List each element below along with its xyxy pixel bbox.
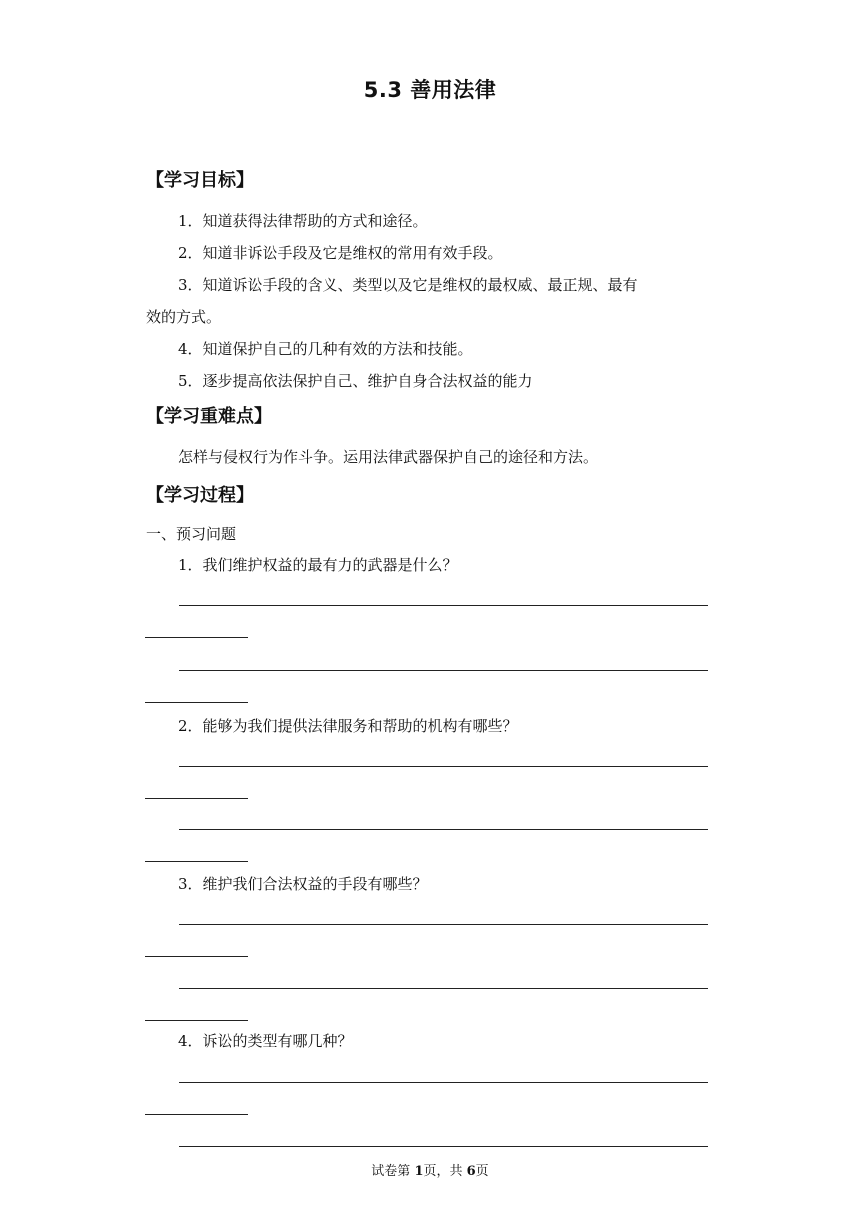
objective-item: 3．知道诉讼手段的含义、类型以及它是维权的最权威、最正规、最有 — [178, 276, 638, 294]
answer-line-continuation[interactable] — [145, 1020, 248, 1021]
question-3: 3．维护我们合法权益的手段有哪些？ — [178, 875, 428, 893]
footer-suffix: 页 — [475, 1164, 489, 1179]
answer-line-continuation[interactable] — [145, 637, 248, 638]
question-2: 2．能够为我们提供法律服务和帮助的机构有哪些？ — [178, 717, 518, 735]
answer-line[interactable] — [179, 924, 708, 925]
answer-line-continuation[interactable] — [145, 956, 248, 957]
answer-line[interactable] — [179, 1082, 708, 1083]
page-title: 5.3 善用法律 — [363, 78, 497, 102]
process-heading: 【学习过程】 — [146, 485, 254, 506]
answer-line-continuation[interactable] — [145, 798, 248, 799]
answer-line[interactable] — [179, 988, 708, 989]
footer-mid: 页，共 — [423, 1164, 467, 1179]
answer-line-continuation[interactable] — [145, 861, 248, 862]
difficulty-heading: 【学习重难点】 — [146, 406, 272, 427]
footer-prefix: 试卷第 — [371, 1164, 415, 1179]
footer-total-pages: 6 — [466, 1164, 476, 1179]
footer-page-number: 1 — [414, 1164, 424, 1179]
objective-item: 5．逐步提高依法保护自己、维护自身合法权益的能力 — [178, 372, 533, 390]
objectives-heading: 【学习目标】 — [146, 170, 254, 191]
answer-line[interactable] — [179, 766, 708, 767]
difficulty-text: 怎样与侵权行为作斗争。运用法律武器保护自己的途径和方法。 — [178, 448, 599, 466]
objective-item: 1．知道获得法律帮助的方式和途径。 — [178, 212, 428, 230]
objective-item-continuation: 效的方式。 — [146, 308, 222, 326]
answer-line-continuation[interactable] — [145, 1114, 248, 1115]
question-1: 1．我们维护权益的最有力的武器是什么？ — [178, 556, 458, 574]
answer-line[interactable] — [179, 829, 708, 830]
preview-heading: 一、预习问题 — [146, 525, 237, 543]
objective-item: 4．知道保护自己的几种有效的方法和技能。 — [178, 340, 473, 358]
objective-item: 2．知道非诉讼手段及它是维权的常用有效手段。 — [178, 244, 503, 262]
question-4: 4．诉讼的类型有哪几种？ — [178, 1032, 353, 1050]
answer-line-continuation[interactable] — [145, 702, 248, 703]
answer-line[interactable] — [179, 1146, 708, 1147]
answer-line[interactable] — [179, 605, 708, 606]
answer-line[interactable] — [179, 670, 708, 671]
page-footer — [0, 1160, 860, 1179]
